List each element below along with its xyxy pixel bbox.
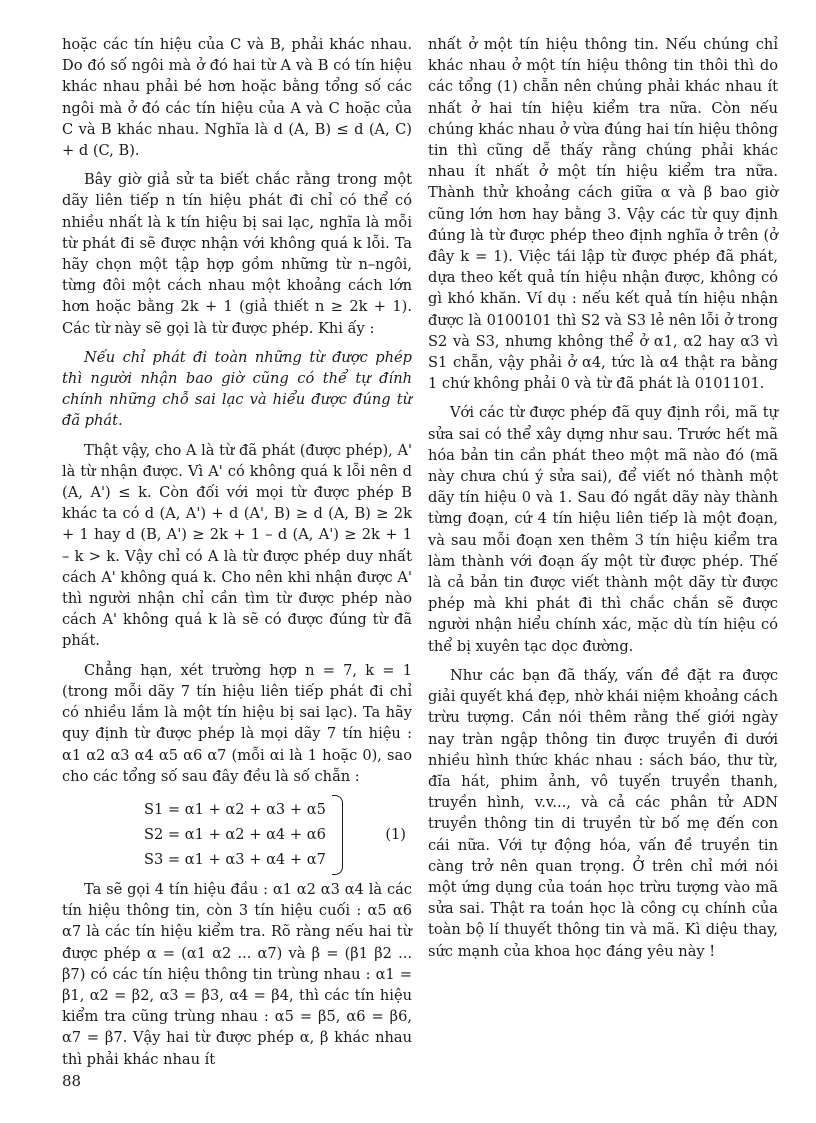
paragraph: nhất ở một tín hiệu thông tin. Nếu chúng chỉ khác nhau ở một tín hiệu thông tin thôi thì do các tổng (1) chẵn nên chúng phải khác nhau ít nhất ở hai tín hiệu kiểm tra nữa. Còn nếu chúng khác nhau ở vừa đúng hai tín hiệu thông tin thì cũng dễ thấy rằng chúng phải khác nhau ít nhất ở một tín hiệu kiểm tra nữa. Thành thử khoảng cách giữa α và β bao giờ cũng lớn hơn hay bằng 3. Vậy các từ quy định đúng là từ được phép theo định nghĩa ở trên (ở đây k = 1). Việc tái lập từ được phép đã phát, dựa theo kết quả tín hiệu nhận được, không có gì khó khăn. Ví dụ : nếu kết quả tín hiệu nhận được là 0100101 thì S2 và S3 lẻ nên lỗi ở trong S2 và S3, nhưng không thể ở α1, α2 hay α3 vì S1 chẵn, vậy phải ở α4, tức là α4 thật ra bằng 1 chứ không phải 0 và từ đã phát là 0101101.: [428, 36, 778, 393]
paragraph: Với các từ được phép đã quy định rồi, mã tự sửa sai có thể xây dựng như sau. Trước hết mã hóa bản tin cần phát theo một mã nào đó (mã này chưa chú ý sửa sai), để viết nó thành một dãy tín hiệu 0 và 1. Sau đó ngắt dãy này thành từng đoạn, cứ 4 tín hiệu liên tiếp là một đoạn, và sau mỗi đoạn xen thêm 3 tín hiệu kiểm tra làm thành với đoạn ấy một từ được phép. Thế là cả bản tin được viết thành một dãy từ được phép mà khi phát đi thì chắc chắn sẽ được người nhận hiểu chính xác, mặc dù tín hiệu có thể bị xuyên tạc dọc đường.: [428, 404, 778, 655]
right-column: [428, 34, 778, 970]
page-number: 88: [62, 1072, 82, 1090]
theorem-statement: Nếu chỉ phát đi toàn những từ được phép thì người nhận bao giờ cũng có thể tự đính chính những chỗ sai lạc và hiểu được đúng từ đã phát.: [62, 348, 412, 430]
right-brace: [332, 795, 343, 875]
equation-lines: [144, 797, 326, 872]
equation-line: S2 = α1 + α2 + α4 + α6: [144, 826, 326, 844]
paragraph: Bây giờ giả sử ta biết chắc rằng trong một dãy liên tiếp n tín hiệu phát đi chỉ có thể có nhiều nhất là k tín hiệu bị sai lạc, nghĩa là mỗi từ phát đi sẽ được nhận với không quá k lỗi. Ta hãy chọn một tập hợp gồm những từ n–ngôi, từng đôi một cách nhau một khoảng cách lớn hơn hoặc bằng 2k + 1 (giả thiết n ≥ 2k + 1). Các từ này sẽ gọi là từ được phép. Khi ấy :: [62, 171, 412, 337]
paragraph: hoặc các tín hiệu của C và B, phải khác nhau. Do đó số ngôi mà ở đó hai từ A và B có tín hiệu khác nhau phải bé hơn hoặc bằng tổng số các ngôi mà ở đó các tín hiệu của A và C hoặc của C và B khác nhau. Nghĩa là d (A, B) ≤ d (A, C) + d (C, B).: [62, 36, 412, 160]
equation-line: S1 = α1 + α2 + α3 + α5: [144, 801, 326, 819]
left-column: [62, 34, 412, 1078]
paragraph: Thật vậy, cho A là từ đã phát (được phép), A' là từ nhận được. Vì A' có không quá k lỗi nên d (A, A') ≤ k. Còn đối với mọi từ được phép B khác ta có d (A, A') + d (A', B) ≥ d (A, B) ≥ 2k + 1 hay d (B, A') ≥ 2k + 1 – d (A, A') ≥ 2k + 1 – k > k. Vậy chỉ có A là từ được phép duy nhất cách A' không quá k. Cho nên khi nhận được A' thì người nhận chỉ cần tìm từ được phép nào cách A' không quá k là sẽ có được đúng từ đã phát.: [62, 441, 412, 650]
equation-line: S3 = α1 + α3 + α4 + α7: [144, 851, 326, 869]
paragraph: Chẳng hạn, xét trường hợp n = 7, k = 1 (trong mỗi dãy 7 tín hiệu liên tiếp phát đi chỉ có nhiều lắm là một tín hiệu bị sai lạc). Ta hãy quy định từ được phép là mọi dãy 7 tín hiệu : α1 α2 α3 α4 α5 α6 α7 (mỗi αi là 1 hoặc 0), sao cho các tổng số sau đây đều là số chẵn :: [62, 661, 412, 785]
equation-system: [62, 795, 412, 875]
equation-number: (1): [385, 826, 406, 844]
paragraph: Như các bạn đã thấy, vấn đề đặt ra được giải quyết khá đẹp, nhờ khái niệm khoảng cách trừu tượng. Cần nói thêm rằng thế giới ngày nay tràn ngập thông tin được truyền đi dưới nhiều hình thức khác nhau : sách báo, thư từ, đĩa hát, phim ảnh, vô tuyến truyền thanh, truyền hình, v.v..., và cả các phân tử ADN truyền thông tin di truyền từ bố mẹ đến con cái nữa. Với tự động hóa, vấn đề truyền tin càng trở nên quan trọng. Ở trên chỉ mới nói một ứng dụng của toán học trừu tượng vào mã sửa sai. Thật ra toán học là công cụ chính của toàn bộ lí thuyết thông tin và mã. Kì diệu thay, sức mạnh của khoa học đáng yêu này !: [428, 666, 778, 960]
paragraph: Ta sẽ gọi 4 tín hiệu đầu : α1 α2 α3 α4 là các tín hiệu thông tin, còn 3 tín hiệu cuối : α5 α6 α7 là các tín hiệu kiểm tra. Rõ ràng nếu hai từ được phép α = (α1 α2 ... α7) và β = (β1 β2 ... β7) có các tín hiệu thông tin trùng nhau : α1 = β1, α2 = β2, α3 = β3, α4 = β4, thì các tín hiệu kiểm tra cũng trùng nhau : α5 = β5, α6 = β6, α7 = β7. Vậy hai từ được phép α, β khác nhau thì phải khác nhau ít: [62, 880, 412, 1068]
